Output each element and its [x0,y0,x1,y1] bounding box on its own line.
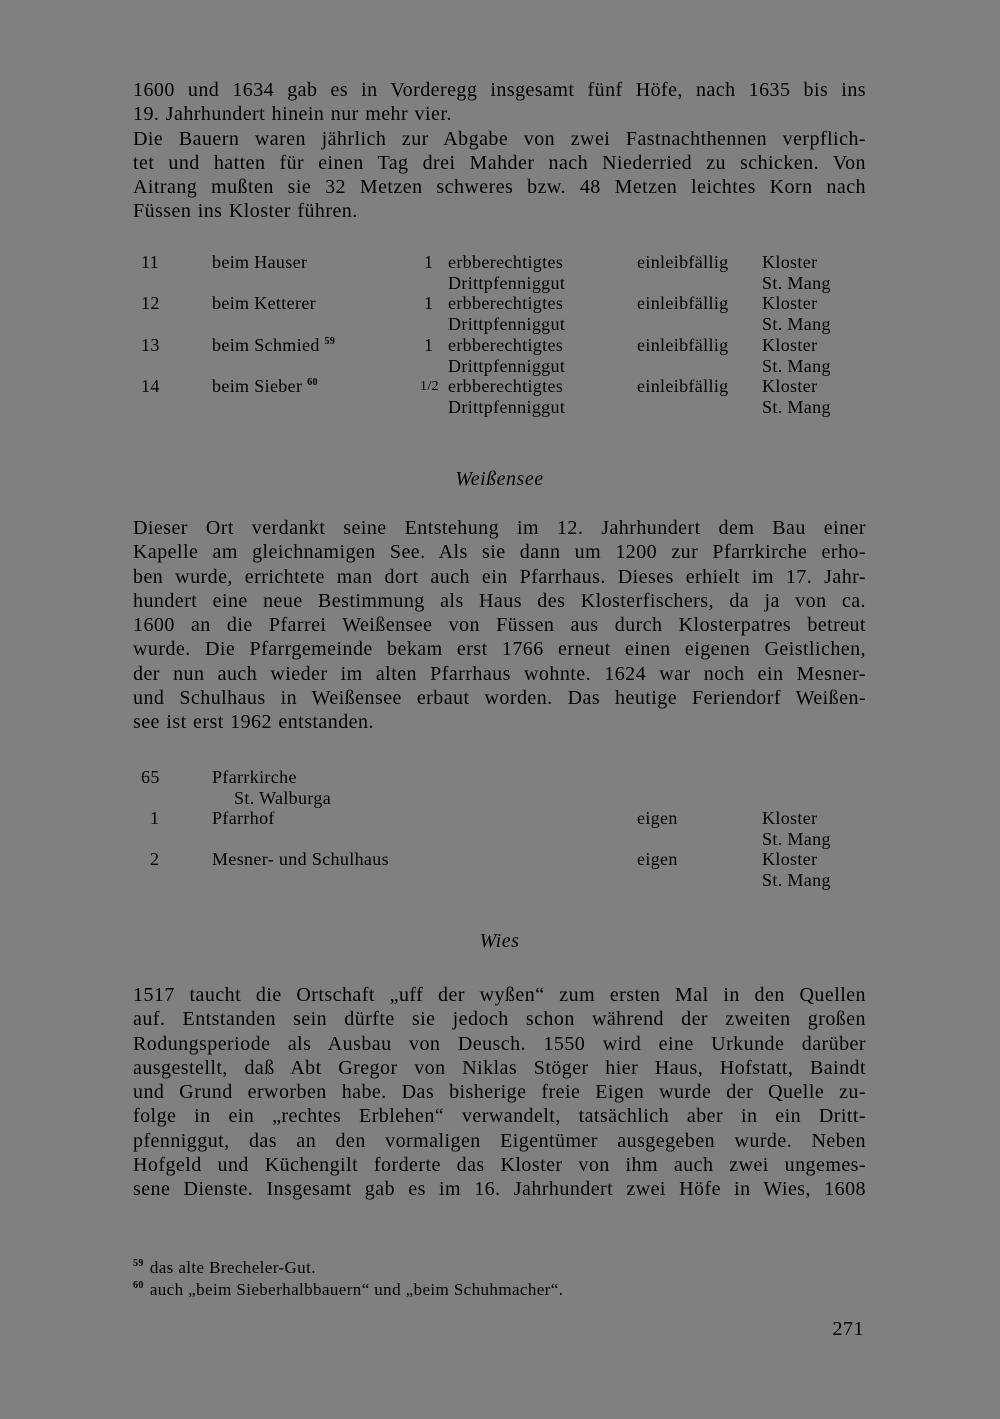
farm-share: 1/2 [420,379,439,394]
text-line: see ist erst 1962 entstanden. [133,711,374,734]
table-row [0,335,1000,377]
footnote-ref: 60 [307,377,318,388]
farm-share: 1 [424,335,434,355]
text-line: Kapelle am gleichnamigen See. Als sie dann um 1200 zur Pfarrkirche erho- [133,541,866,564]
table-row [0,376,1000,418]
text-line: ausgestellt, daß Abt Gregor von Niklas Stöger hier Haus, Hofstatt, Baindt [133,1056,866,1079]
intro-paragraph [133,78,866,224]
wies-paragraph [133,983,866,1202]
footnote-text: das alte Brecheler-Gut. [149,1258,316,1277]
row-number: 13 [141,335,160,355]
tenure-status: einleibfällig [637,252,729,272]
footnote-ref: 59 [324,336,336,347]
text-line: Füssen ins Kloster führen. [133,200,358,223]
footnote [133,1278,563,1302]
row-number: 65 [141,767,160,787]
owner: Kloster [762,376,818,396]
owner: Kloster [762,293,818,313]
text-line: tet und hatten für einen Tag drei Mahder nach Niederried zu schicken. Von [133,151,866,174]
farm-name: beim Sieber [212,376,303,396]
tenure-type-cont: Drittpfenniggut [448,314,566,334]
text-line: Rodungsperiode als Ausbau von Deusch. 1550 wird eine Urkunde darüber [133,1032,866,1055]
owner-cont: St. Mang [762,870,831,890]
table-row [0,252,1000,294]
building-name: Mesner- und Schulhaus [212,849,389,869]
owner-cont: St. Mang [762,397,831,417]
text-line: 1600 und 1634 gab es in Vorderegg insgesamt fünf Höfe, nach 1635 bis ins [133,79,866,101]
text-line: und Grund erworben habe. Das bisherige freie Eigen wurde der Quelle zu- [133,1081,866,1104]
tenure-status: einleibfällig [637,376,729,396]
section-heading: Wies [479,930,520,952]
text-line: Die Bauern waren jährlich zur Abgabe von zwei Fastnachthennen verpflich- [133,127,866,150]
tenure-status: einleibfällig [637,335,729,355]
row-number: 2 [150,849,160,869]
text-line: auf. Entstanden sein dürfte sie jedoch schon während der zweiten großen [133,1008,866,1031]
footnote-mark: 59 [133,1258,144,1270]
farm-name-cell [212,376,318,397]
tenure-type: erbberechtigtes [448,376,564,396]
text-line: und Schulhaus in Weißensee erbaut worden. Das heutige Feriendorf Weißen- [133,687,866,710]
row-number: 11 [141,252,160,272]
weissensee-paragraph [133,516,866,735]
building-name: Pfarrhof [212,808,275,828]
owner: Kloster [762,335,818,355]
tenure-status: einleibfällig [637,293,729,313]
building-name-cont: St. Walburga [234,788,332,808]
ownership-status: eigen [637,849,678,869]
farm-name: beim Schmied [212,335,320,355]
text-line: der nun auch wieder im alten Pfarrhaus wohnte. 1624 war noch ein Mesner- [133,662,866,685]
tenure-type: erbberechtigtes [448,335,564,355]
text-line: 1600 an die Pfarrei Weißensee von Füssen aus durch Klosterpatres betreut [133,614,866,637]
farm-share: 1 [424,252,434,272]
owner-cont: St. Mang [762,356,831,376]
tenure-type-cont: Drittpfenniggut [448,397,566,417]
row-number: 14 [141,376,160,396]
owner: Kloster [762,849,818,869]
tenure-type: erbberechtigtes [448,293,564,313]
text-line: Hofgeld und Küchengilt forderte das Kloster von ihm auch zwei ungemes- [133,1154,866,1177]
owner-cont: St. Mang [762,829,831,849]
ownership-status: eigen [637,808,678,828]
footnote [133,1256,316,1280]
text-line: folge in ein „rechtes Erblehen“ verwandelt, tatsächlich aber in ein Dritt- [133,1105,866,1128]
table-row [0,293,1000,335]
tenure-type-cont: Drittpfenniggut [448,273,566,293]
farm-name-cell [212,335,335,356]
farm-name: beim Hauser [212,252,308,272]
text-line: hundert eine neue Bestimmung als Haus des Klosterfischers, da ja von ca. [133,589,866,612]
section-heading: Weißensee [455,468,544,490]
footnote-text: auch „beim Sieberhalbbauern“ und „beim Schuhmacher“. [149,1280,564,1299]
text-line: wurde. Die Pfarrgemeinde bekam erst 1766 erneut einen eigenen Geistlichen, [133,638,866,661]
text-line: pfenniggut, das an den vormaligen Eigentümer ausgegeben wurde. Neben [133,1129,866,1152]
owner-cont: St. Mang [762,314,831,334]
footnote-mark: 60 [133,1280,144,1292]
table-row [0,849,1000,891]
tenure-type: erbberechtigtes [448,252,564,272]
row-number: 1 [150,808,160,828]
text-line: Dieser Ort verdankt seine Entstehung im 12. Jahrhundert dem Bau einer [133,517,866,539]
text-line: 19. Jahrhundert hinein nur mehr vier. [133,103,452,126]
owner-cont: St. Mang [762,273,831,293]
row-number: 12 [141,293,160,313]
building-name: Pfarrkirche [212,767,297,787]
farm-name: beim Ketterer [212,293,316,313]
table-row [0,808,1000,850]
text-line: sene Dienste. Insgesamt gab es im 16. Jahrhundert zwei Höfe in Wies, 1608 [133,1178,866,1201]
owner: Kloster [762,252,818,272]
page-number: 271 [832,1318,864,1340]
text-line: ben wurde, errichtete man dort auch ein Pfarrhaus. Dieses erhielt im 17. Jahr- [133,565,866,588]
text-line: 1517 taucht die Ortschaft „uff der wyßen“ zum ersten Mal in den Quellen [133,984,866,1006]
farm-share: 1 [424,293,434,313]
owner: Kloster [762,808,818,828]
table-row [0,767,1000,809]
tenure-type-cont: Drittpfenniggut [448,356,566,376]
text-line: Aitrang mußten sie 32 Metzen schweres bzw. 48 Metzen leichtes Korn nach [133,176,866,199]
